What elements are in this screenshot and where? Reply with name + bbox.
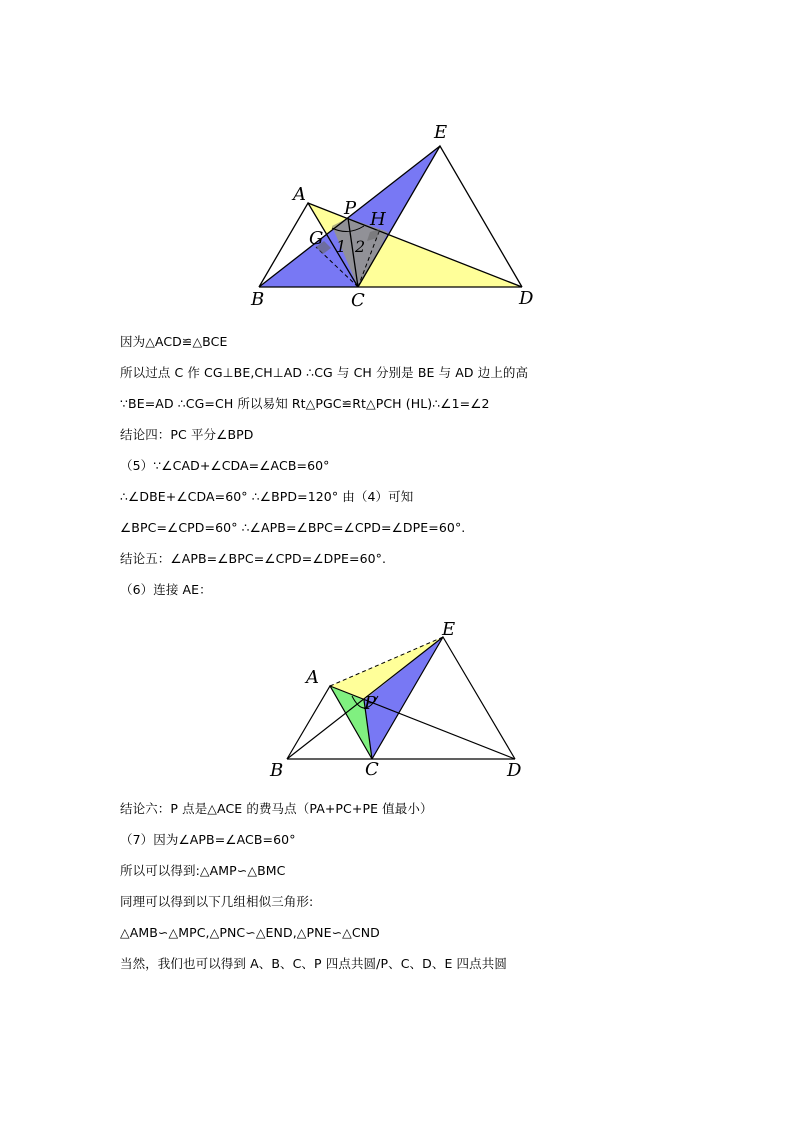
label-e-2: E: [442, 619, 456, 640]
text-line-11: （7）因为∠APB=∠ACB=60°: [120, 832, 296, 847]
text-line-5: （5）∵∠CAD+∠CDA=∠ACB=60°: [120, 458, 330, 473]
label-d-2: D: [507, 760, 522, 781]
text-line-4: 结论四：PC 平分∠BPD: [120, 427, 254, 442]
text-line-13: 同理可以得到以下几组相似三角形:: [120, 894, 314, 909]
text-line-10: 结论六：P 点是△ACE 的费马点（PA+PC+PE 值最小）: [120, 801, 433, 816]
text-line-7: ∠BPC=∠CPD=60° ∴∠APB=∠BPC=∠CPD=∠DPE=60°.: [120, 520, 466, 535]
figure-1: [245, 118, 555, 313]
label-angle-2: 2: [355, 237, 366, 256]
label-e: E: [434, 122, 448, 143]
label-g: G: [309, 228, 324, 249]
label-b: B: [251, 289, 265, 310]
label-h: H: [370, 209, 386, 230]
label-p: P: [344, 198, 357, 219]
text-line-1: 因为△ACD≌△BCE: [120, 334, 228, 349]
text-line-6: ∴∠DBE+∠CDA=60° ∴∠BPD=120° 由（4）可知: [120, 489, 414, 504]
label-a: A: [293, 184, 306, 205]
text-line-2: 所以过点 C 作 CG⊥BE,CH⊥AD ∴CG 与 CH 分别是 BE 与 AD 边上的高: [120, 365, 529, 380]
text-line-9: （6）连接 AE：: [120, 582, 212, 597]
figure-2-svg: [265, 618, 530, 783]
label-b-2: B: [270, 760, 284, 781]
label-d: D: [519, 288, 534, 309]
figure-2: [265, 618, 530, 783]
label-p-2: P: [364, 693, 377, 714]
label-c: C: [351, 290, 365, 311]
text-line-14: △AMB∽△MPC,△PNC∽△END,△PNE∽△CND: [120, 925, 380, 940]
label-angle-1: 1: [336, 237, 347, 256]
label-a-2: A: [306, 667, 319, 688]
text-line-15: 当然，我们也可以得到 A、B、C、P 四点共圆/P、C、D、E 四点共圆: [120, 956, 507, 971]
text-line-3: ∵BE=AD ∴CG=CH 所以易知 Rt△PGC≌Rt△PCH (HL)∴∠1=∠2: [120, 396, 490, 411]
label-c-2: C: [365, 759, 379, 780]
text-line-8: 结论五：∠APB=∠BPC=∠CPD=∠DPE=60°.: [120, 551, 387, 566]
text-line-12: 所以可以得到:△AMP∽△BMC: [120, 863, 286, 878]
figure-1-svg: [245, 118, 555, 313]
